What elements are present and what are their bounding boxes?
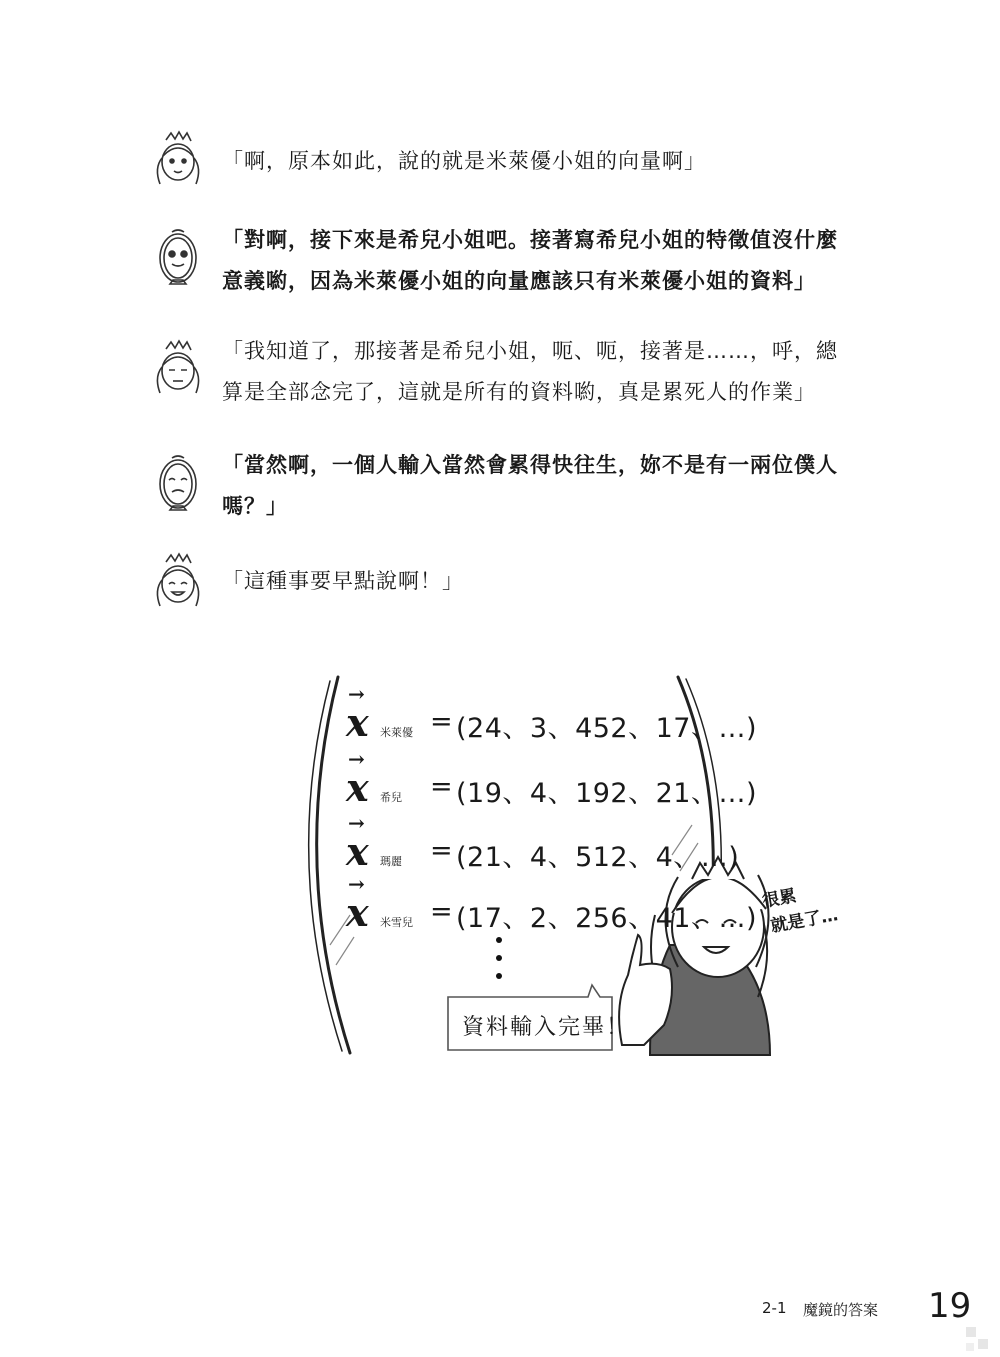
vector-subscript: 瑪麗 <box>380 855 402 868</box>
dialogue-line: 「我知道了，那接著是希兒小姐，呃、呃，接著是……，呼，總 <box>222 339 838 363</box>
dialogue-line: 「這種事要早點說啊！」 <box>222 569 464 593</box>
vector-symbol: → x <box>346 872 369 935</box>
footer-section-title: 魔鏡的答案 <box>803 1301 879 1319</box>
vector-arrow-icon: → <box>348 811 365 835</box>
vector-equals: = <box>430 835 454 866</box>
vector-value: (24、3、452、17、…) <box>456 713 757 744</box>
princess-avatar-icon <box>150 550 206 616</box>
dialogue-line: 算是全部念完了，這就是所有的資料喲，真是累死人的作業」 <box>222 380 816 404</box>
dialogue-line: 「對啊，接下來是希兒小姐吧。接著寫希兒小姐的特徵值沒什麼 <box>222 228 838 252</box>
vector-arrow-icon: → <box>348 747 365 771</box>
vector-value: (21、4、512、4、…) <box>456 842 740 873</box>
corner-decoration <box>960 1325 990 1355</box>
vector-subscript: 希兒 <box>380 791 402 804</box>
vector-value: (17、2、256、41、…) <box>456 903 757 934</box>
vector-equals: = <box>430 896 454 927</box>
vector-symbol: → x <box>346 747 369 810</box>
vector-arrow-icon: → <box>348 872 365 896</box>
dialogue-line: 意義喲，因為米萊優小姐的向量應該只有米萊優小姐的資料」 <box>222 269 816 293</box>
side-remark-line: 很累 <box>760 886 798 912</box>
dialogue-line: 「當然啊，一個人輸入當然會累得快往生，妳不是有一兩位僕人 <box>222 453 838 477</box>
princess-avatar-icon <box>150 337 206 403</box>
princess-avatar-icon <box>150 128 206 194</box>
vector-equals: = <box>430 706 454 737</box>
vector-arrow-icon: → <box>348 682 365 706</box>
page-number: 19 <box>928 1286 972 1326</box>
vector-equals: = <box>430 771 454 802</box>
speech-bubble-text: 資料輸入完畢！ <box>462 1015 631 1040</box>
dialogue-line: 「啊，原本如此，說的就是米萊優小姐的向量啊」 <box>222 149 706 173</box>
footer-section-number: 2-1 <box>762 1299 787 1317</box>
mirror-avatar-icon <box>150 452 206 518</box>
side-remark-line: 就是了… <box>769 905 840 937</box>
vector-symbol: → x <box>346 811 369 874</box>
vector-value: (19、4、192、21、…) <box>456 778 757 809</box>
dialogue-line: 嗎？」 <box>222 494 288 518</box>
vector-subscript: 米雪兒 <box>380 916 413 929</box>
vector-subscript: 米萊優 <box>380 726 413 739</box>
mirror-avatar-icon <box>150 226 206 292</box>
vector-symbol: → x <box>346 682 369 745</box>
